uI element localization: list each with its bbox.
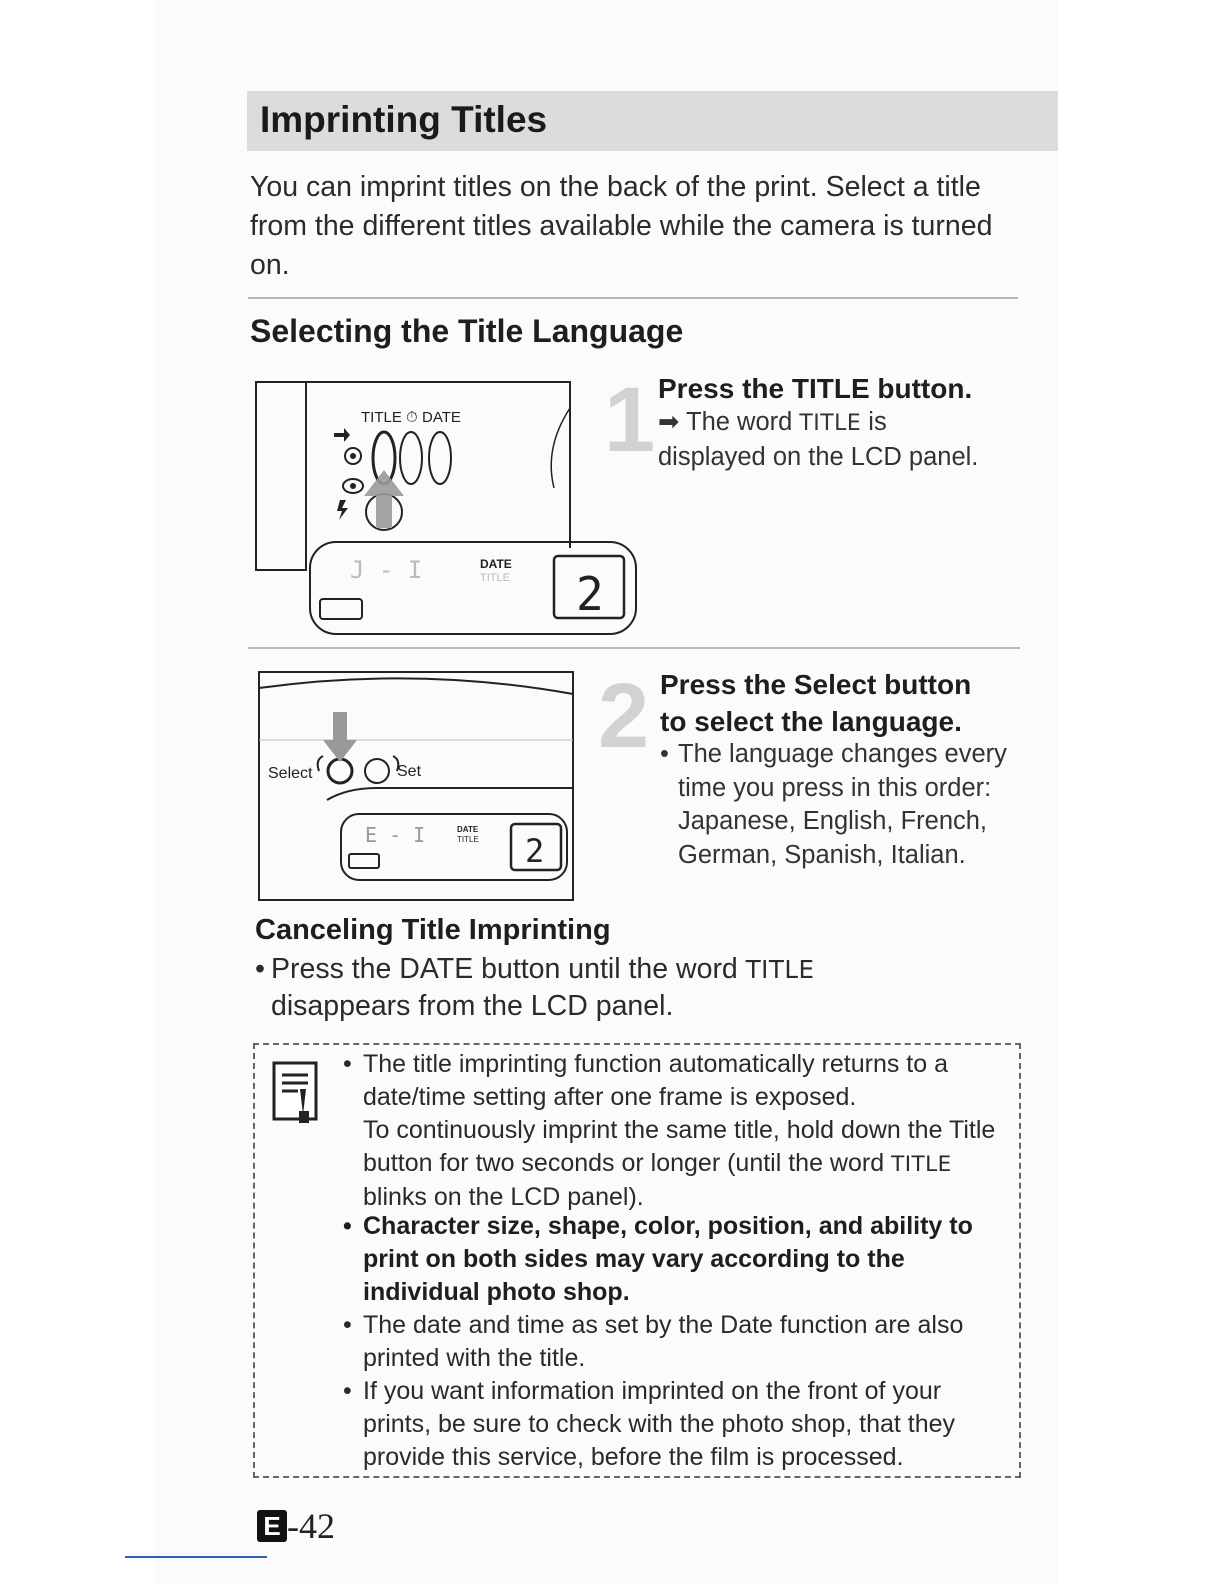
battery-icon: [320, 599, 362, 619]
note4-text: If you want information imprinted on the front of your prints, be sure to check with the photo shop, that they provide this service, before the film is processed.: [363, 1377, 956, 1471]
memo-icon: [272, 1061, 320, 1125]
step1-result-pre: The word: [686, 408, 793, 436]
camera-grip-curve: [551, 408, 570, 488]
label-timer: ⏱: [406, 408, 418, 426]
note1-text: The title imprinting function automatically returns to a date/time setting after one frame is exposed.: [363, 1050, 948, 1111]
lcd-title-label: TITLE: [480, 572, 510, 584]
section-title-bar: [247, 91, 1058, 151]
cancel-heading: Canceling Title Imprinting: [255, 914, 611, 946]
note-3: [343, 1309, 1013, 1375]
red-eye-icon-pupil: [350, 483, 356, 489]
note1-cont-post: blinks on the LCD panel).: [363, 1183, 644, 1211]
bullet-dot: •: [343, 1050, 352, 1078]
lcd-housing-outline: [327, 788, 573, 800]
note1-cont-word: TITLE: [891, 1152, 952, 1177]
note-4: [343, 1375, 1013, 1474]
press-arrow-icon: [323, 712, 357, 762]
section-badge: E: [257, 1510, 287, 1542]
flash-icon: [337, 500, 348, 520]
section-title: Imprinting Titles: [260, 99, 548, 140]
step-number-1: 1: [604, 369, 656, 471]
subsection-title: Selecting the Title Language: [250, 313, 684, 349]
divider: [248, 297, 1018, 299]
press-arrow-icon: [364, 470, 404, 528]
camera-body-outline: [306, 382, 570, 548]
note2-text: Character size, shape, color, position, and ability to print on both sides may vary according to the individual photo shop.: [363, 1212, 973, 1306]
label-set: Set: [397, 763, 422, 780]
page-number: [257, 1505, 335, 1547]
date-button-shape: [429, 432, 451, 484]
bullet-dot: •: [343, 1311, 352, 1339]
divider: [248, 647, 1020, 649]
bullet-dot: •: [660, 740, 669, 768]
timer-button-shape: [400, 432, 422, 484]
label-select: Select: [268, 765, 313, 782]
camera-side-panel: [256, 382, 306, 570]
bullet-dot: •: [343, 1377, 352, 1405]
step1-result-word: TITLE: [799, 411, 862, 436]
step-number-2: 2: [598, 665, 650, 767]
lcd-title-label: TITLE: [457, 835, 479, 844]
step1-result: [658, 406, 988, 474]
lcd-date-label: DATE: [457, 825, 479, 834]
fast-forward-icon: [334, 428, 350, 442]
lcd-segment-text: E - I: [365, 823, 426, 847]
label-title: TITLE: [361, 409, 402, 426]
step1-heading: Press the TITLE button.: [658, 373, 973, 404]
note3-text: The date and time as set by the Date function are also printed with the title.: [363, 1311, 964, 1372]
note-2: [343, 1210, 1013, 1309]
camera-top-figure: [254, 378, 640, 638]
cancel-text-pre: Press the DATE button until the word: [271, 953, 738, 985]
step2-heading-line2: to select the language.: [660, 706, 962, 737]
cancel-text: [271, 951, 895, 1025]
set-button-shape: [365, 759, 389, 783]
cancel-bullet: [255, 951, 895, 1025]
bullet-dot: •: [255, 953, 265, 985]
bottom-rule: [125, 1556, 267, 1558]
label-date: DATE: [422, 409, 461, 426]
battery-icon: [349, 854, 379, 868]
camera-top-curve: [259, 678, 573, 694]
intro-paragraph: You can imprint titles on the back of the print. Select a title from the different titles available while the camera is turned on.: [250, 171, 993, 281]
page-number-text: -42: [287, 1506, 335, 1546]
cancel-text-post: disappears from the LCD panel.: [271, 990, 674, 1022]
step2-bullet-text: The language changes every time you press in this order: Japanese, English, French, German, Spanish, Italian.: [678, 740, 1007, 869]
bullet-dot: •: [343, 1212, 352, 1240]
select-button-figure: [257, 670, 577, 904]
lcd-counter: 2: [576, 567, 604, 621]
select-button-shape: [328, 759, 352, 783]
note1-cont-pre: To continuously imprint the same title, hold down the Title button for two seconds or longer (until the word: [363, 1116, 996, 1177]
step1-result-post: is displayed on the LCD panel.: [658, 408, 979, 471]
cancel-text-word: TITLE: [745, 955, 815, 984]
mode-icon-dot: [350, 453, 356, 459]
step2-bullet: [660, 738, 1020, 872]
step2-heading-line1: Press the Select button: [660, 669, 972, 700]
arrow-icon: ➡: [658, 408, 680, 436]
lcd-date-label: DATE: [480, 557, 512, 571]
lcd-counter: 2: [525, 832, 545, 870]
lcd-segment-text: J - I: [350, 556, 423, 584]
note-1: [343, 1048, 1013, 1214]
